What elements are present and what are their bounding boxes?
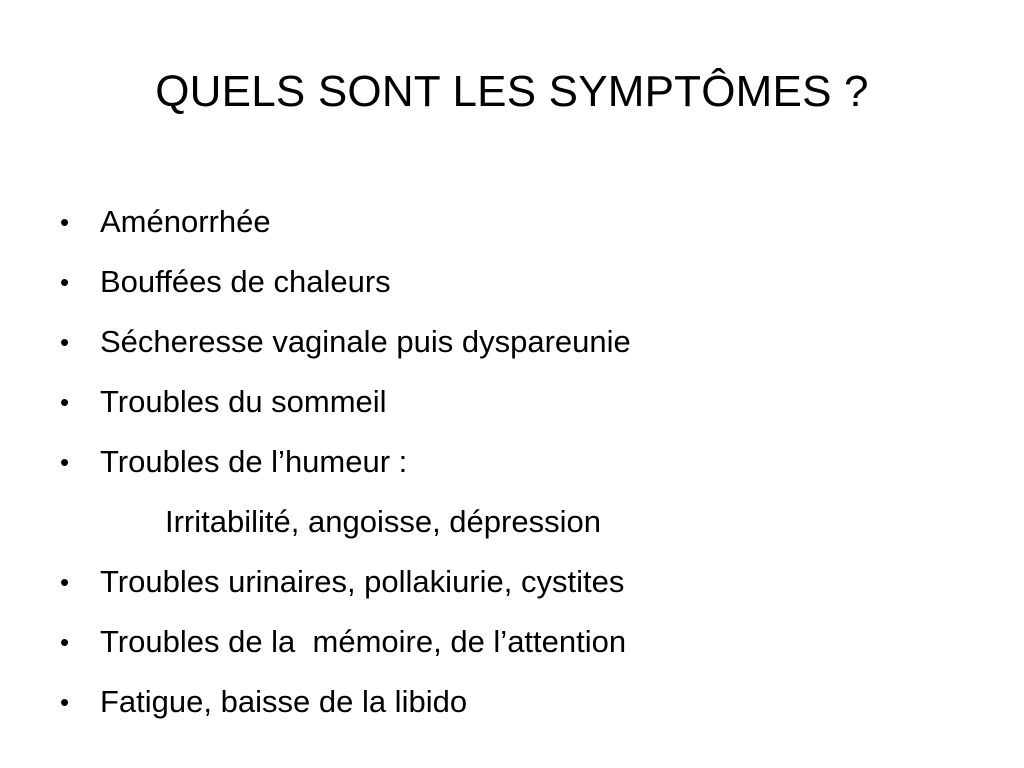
bullet-icon: • xyxy=(60,387,70,417)
list-item xyxy=(60,252,1000,312)
list-item xyxy=(60,312,1000,372)
list-item xyxy=(60,672,1000,732)
list-item-text: Troubles de la mémoire, de l’attention xyxy=(100,624,627,659)
bullet-icon: • xyxy=(60,207,70,237)
list-item-text: Sécheresse vaginale puis dyspareunie xyxy=(100,324,631,359)
list-item xyxy=(60,372,1000,432)
list-item-text: Troubles urinaires, pollakiurie, cystites xyxy=(100,564,625,599)
list-item xyxy=(60,612,1000,672)
bullet-icon: • xyxy=(60,447,70,477)
list-item-text: Bouffées de chaleurs xyxy=(100,264,391,299)
bullet-icon: • xyxy=(60,327,70,357)
list-item xyxy=(60,432,1000,492)
bullet-icon: • xyxy=(60,687,70,717)
list-item-text: Aménorrhée xyxy=(100,204,271,239)
slide-title: QUELS SONT LES SYMPTÔMES ? xyxy=(155,67,869,116)
list-item-text: Troubles de l’humeur : xyxy=(100,444,408,479)
list-item-text: Fatigue, baisse de la libido xyxy=(100,684,468,719)
symptom-list xyxy=(60,192,1000,732)
bullet-icon: • xyxy=(60,627,70,657)
sub-list-item xyxy=(60,492,1000,552)
bullet-icon: • xyxy=(60,267,70,297)
sub-list-item-text: Irritabilité, angoisse, dépression xyxy=(165,504,601,539)
list-item-text: Troubles du sommeil xyxy=(100,384,387,419)
bullet-icon: • xyxy=(60,567,70,597)
list-item xyxy=(60,552,1000,612)
list-item xyxy=(60,192,1000,252)
